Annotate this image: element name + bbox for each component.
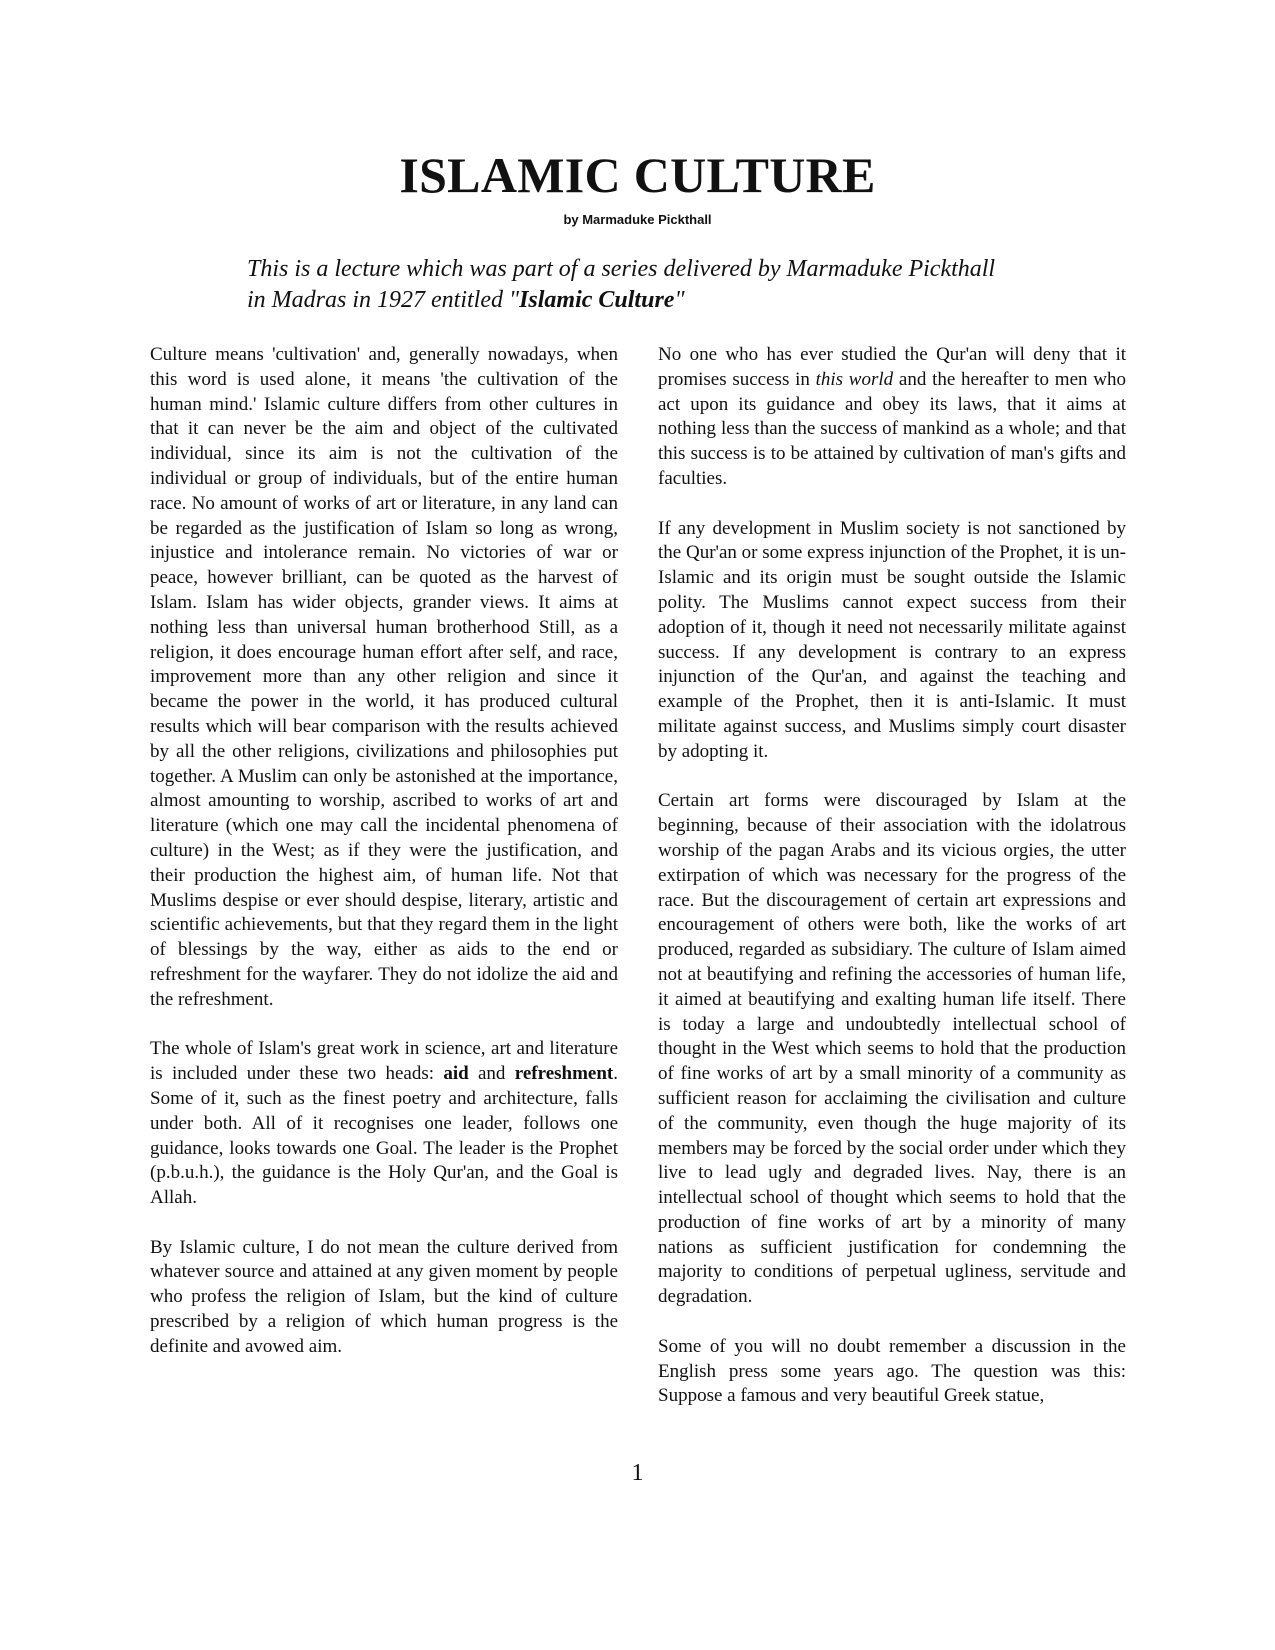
- paragraph: Some of you will no doubt remember a discussion in the English press some years ago. The question was this: Suppose a famous and very beautiful Greek statue,: [658, 1335, 1126, 1407]
- intro-note: [247, 254, 1007, 316]
- page-title: ISLAMIC CULTURE: [399, 147, 876, 203]
- paragraph: If any development in Muslim society is not sanctioned by the Qur'an or some express injunction of the Prophet, it is un-Islamic and its origin must be sought outside the Islamic polity. The Muslims cannot expect success from their adoption of it, though it need not necessarily militate against success. If any development is contrary to an express injunction of the Qur'an, and against the teaching and example of the Prophet, then it is anti-Islamic. It must militate against success, and Muslims simply court disaster by adopting it.: [658, 517, 1126, 762]
- paragraph-text: and: [468, 1063, 515, 1085]
- author-byline: by Marmaduke Pickthall: [563, 212, 712, 227]
- intro-end: ": [674, 287, 685, 313]
- left-column: [150, 343, 618, 1384]
- paragraph: [658, 343, 1126, 492]
- paragraph-text: . Some of it, such as the finest poetry and architecture, falls under both. All of it recognises one leader, follows one guidance, looks towards one Goal. The leader is the Prophet (p.b.u.h.), the guidance is the Holy Qur'an, and the Goal is Allah.: [150, 1063, 618, 1209]
- intro-bold-title: Islamic Culture: [519, 287, 675, 313]
- italic-phrase: this world: [815, 368, 894, 390]
- paragraph: Culture means 'cultivation' and, generally nowadays, when this word is used alone, it means 'the cultivation of the human mind.' Islamic culture differs from other cultures in that it can never be the aim and object of the cultivated individual, since its aim is not the cultivation of the individual or group of individuals, but of the entire human race. No amount of works of art or literature, in any land can be regarded as the justification of Islam so long as wrong, injustice and intolerance remain. No victories of war or peace, however brilliant, can be quoted as the harvest of Islam. Islam has wider objects, grander views. It aims at nothing less than universal human brotherhood Still, as a religion, it does encourage human effort after self, and race, improvement more than any other religion and since it became the power in the world, it has produced cultural results which will bear comparison with the results achieved by all the other religions, civilizations and philosophies put together. A Muslim can only be astonished at the importance, almost amounting to worship, ascribed to works of art and literature (which one may call the incidental phenomena of culture) in the West; as if they were the justification, and their production the highest aim, of human life. Not that Muslims despise or ever should despise, literary, artistic and scientific achievements, but that they regard them in the light of blessings by the way, either as aids to the end or refreshment for the wayfarer. They do not idolize the aid and the refreshment.: [150, 344, 618, 1010]
- bold-term-refreshment: refreshment: [514, 1063, 614, 1085]
- bold-term-aid: aid: [443, 1063, 469, 1085]
- page-number: 1: [631, 1460, 644, 1486]
- paragraph: Certain art forms were discouraged by Islam at the beginning, because of their association with the idolatrous worship of the pagan Arabs and its vicious orgies, the utter extirpation of which was necessary for the progress of the race. But the discouragement of certain art expressions and encouragement of others were both, like the works of art produced, regarded as subsidiary. The culture of Islam aimed not at beautifying and refining the accessories of human life, it aimed at beautifying and exalting human life itself. There is today a large and undoubtedly intellectual school of thought in the West which seems to hold that the production of fine works of art by a small minority of a community as sufficient reason for acclaiming the civilisation and culture of the community, even though the huge majority of its members may be forced by the social order under which they live to lead ugly and degraded lives. Nay, there is an intellectual school of thought which seems to hold that the production of fine works of art by a minority of many nations as sufficient justification for condemning the majority to conditions of perpetual ugliness, servitude and degradation.: [658, 790, 1126, 1308]
- intro-text: This is a lecture which was part of a series delivered by Marmaduke Pickthall in Madras in 1927 entitled ": [247, 256, 996, 313]
- paragraph-text: The whole of Islam's great work in science, art and literature is included under these two heads:: [150, 1038, 618, 1085]
- right-column: [658, 343, 1126, 1434]
- paragraph: [150, 1037, 618, 1211]
- paragraph: By Islamic culture, I do not mean the culture derived from whatever source and attained at any given moment by people who profess the religion of Islam, but the kind of culture prescribed by a religion of which human progress is the definite and avowed aim.: [150, 1236, 618, 1357]
- paragraph-text: and the hereafter to men who act upon its guidance and obey its laws, that it aims at nothing less than the success of mankind as a whole; and that this success is to be attained by cultivation of man's gifts and faculties.: [658, 368, 1126, 489]
- paragraph-text: No one who has ever studied the Qur'an will deny that it promises success in: [658, 344, 1126, 390]
